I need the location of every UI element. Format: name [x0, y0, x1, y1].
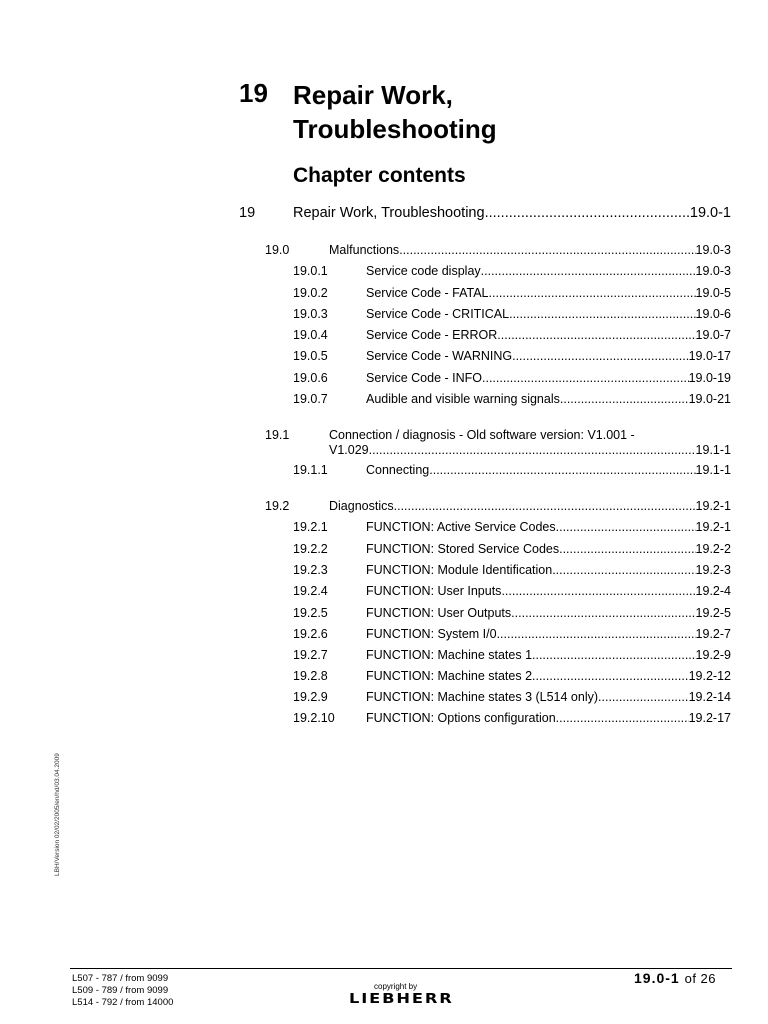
toc-title: Service Code - ERROR — [366, 328, 498, 342]
toc-leader — [560, 392, 689, 406]
toc-title: FUNCTION: Machine states 1 — [366, 648, 533, 662]
toc-page: 19.0-3 — [695, 264, 731, 278]
toc-title: Audible and visible warning signals — [366, 392, 560, 406]
toc-entry[interactable] — [293, 711, 731, 725]
toc-number: 19.2.5 — [293, 606, 328, 620]
toc-leader — [482, 371, 689, 385]
toc-number: 19.0.3 — [293, 307, 328, 321]
toc-title: FUNCTION: User Inputs — [366, 584, 502, 598]
toc-number: 19.0.2 — [293, 286, 328, 300]
toc-leader — [481, 264, 696, 278]
toc-page: 19.2-2 — [695, 542, 731, 556]
chapter-title-line2: Troubleshooting — [293, 114, 497, 144]
toc-leader — [489, 286, 696, 300]
toc-title: Service Code - CRITICAL — [366, 307, 510, 321]
toc-page: 19.0-7 — [695, 328, 731, 342]
footer-model-line: L509 - 789 / from 9099 — [72, 985, 169, 996]
toc-number: 19.2.7 — [293, 648, 328, 662]
toc-page: 19.2-14 — [688, 690, 731, 704]
toc-page: 19.0-6 — [695, 307, 731, 321]
toc-page: 19.2-7 — [695, 627, 731, 641]
toc-leader — [532, 648, 696, 662]
toc-page: 19.0-19 — [688, 371, 731, 385]
toc-page: 19.2-9 — [695, 648, 731, 662]
toc-leader — [532, 669, 689, 683]
toc-title: FUNCTION: Active Service Codes — [366, 520, 556, 534]
toc-page: 19.2-17 — [688, 711, 731, 725]
toc-leader — [485, 205, 690, 221]
toc-title: Diagnostics — [329, 499, 394, 513]
toc-number: 19.2.10 — [293, 711, 335, 725]
toc-page: 19.0-5 — [695, 286, 731, 300]
toc-entry[interactable] — [293, 563, 731, 577]
toc-number: 19.2.6 — [293, 627, 328, 641]
toc-entry[interactable] — [293, 520, 731, 534]
toc-title: Service Code - FATAL — [366, 286, 489, 300]
toc-leader — [556, 711, 689, 725]
toc-page: 19.2-4 — [695, 584, 731, 598]
toc-entry[interactable] — [293, 606, 731, 620]
toc-title: Malfunctions — [329, 243, 400, 257]
toc-leader — [598, 690, 689, 704]
toc-entry-section[interactable] — [265, 243, 731, 257]
toc-entry[interactable] — [293, 584, 731, 598]
toc-entry[interactable] — [293, 349, 731, 363]
footer-model-list — [72, 973, 173, 1009]
toc-title: FUNCTION: User Outputs — [366, 606, 512, 620]
toc-entry[interactable] — [293, 371, 731, 385]
toc-leader — [429, 463, 695, 477]
toc-entry[interactable] — [293, 690, 731, 704]
toc-leader — [512, 349, 689, 363]
toc-entry[interactable] — [293, 542, 731, 556]
toc-page: 19.1-1 — [695, 463, 731, 477]
toc-leader — [399, 243, 695, 257]
toc-number: 19.2.4 — [293, 584, 328, 598]
toc-title: FUNCTION: System I/0 — [366, 627, 497, 641]
toc-leader — [559, 542, 695, 556]
page-number-value: 19.0-1 — [634, 970, 680, 986]
toc-number: 19.0.7 — [293, 392, 328, 406]
toc-number: 19.2 — [265, 499, 290, 513]
toc-leader — [501, 584, 695, 598]
toc-page: 19.2-1 — [695, 520, 731, 534]
toc-number: 19 — [239, 205, 256, 221]
liebherr-logo: LIEBHERR — [349, 992, 454, 1007]
toc-number: 19.0 — [265, 243, 290, 257]
toc-entry[interactable] — [293, 264, 731, 278]
toc-title: FUNCTION: Options configuration — [366, 711, 556, 725]
toc-entry[interactable] — [293, 669, 731, 683]
toc-number: 19.1.1 — [293, 463, 328, 477]
toc-entry-chapter[interactable] — [239, 205, 731, 221]
toc-title-line2: V1.029 — [329, 443, 369, 457]
footer-divider — [70, 968, 732, 969]
chapter-title — [293, 78, 497, 146]
toc-leader — [509, 307, 695, 321]
toc-leader — [497, 328, 695, 342]
toc-leader — [497, 627, 696, 641]
toc-number: 19.2.9 — [293, 690, 328, 704]
toc-number: 19.1 — [265, 428, 290, 442]
toc-entry[interactable] — [293, 328, 731, 342]
toc-leader — [556, 520, 696, 534]
toc-page: 19.0-21 — [688, 392, 731, 406]
toc-number: 19.2.2 — [293, 542, 328, 556]
copyright-text: copyright by — [374, 982, 418, 991]
page-number — [634, 970, 716, 986]
toc-entry[interactable] — [293, 307, 731, 321]
page-total: of 26 — [684, 971, 717, 986]
toc-title: Connection / diagnosis - Old software version: V1.001 - — [329, 428, 635, 442]
toc-number: 19.0.6 — [293, 371, 328, 385]
toc-page: 19.1-1 — [695, 443, 731, 457]
toc-title: Service Code - WARNING — [366, 349, 513, 363]
toc-entry[interactable] — [293, 392, 731, 406]
toc-page: 19.0-1 — [689, 205, 731, 221]
toc-number: 19.0.4 — [293, 328, 328, 342]
toc-entry-section[interactable] — [265, 499, 731, 513]
toc-title: FUNCTION: Module Identification — [366, 563, 553, 577]
contents-heading: Chapter contents — [293, 164, 466, 187]
toc-leader — [369, 443, 696, 457]
toc-entry[interactable] — [293, 648, 731, 662]
toc-title-continuation — [329, 443, 731, 457]
toc-number: 19.2.1 — [293, 520, 328, 534]
toc-entry[interactable] — [293, 286, 731, 300]
toc-page: 19.2-12 — [688, 669, 731, 683]
toc-number: 19.0.5 — [293, 349, 328, 363]
toc-page: 19.2-5 — [695, 606, 731, 620]
toc-entry-section[interactable] — [265, 428, 731, 460]
toc-leader — [511, 606, 695, 620]
toc-page: 19.0-3 — [695, 243, 731, 257]
chapter-title-line1: Repair Work, — [293, 80, 453, 110]
toc-number: 19.2.8 — [293, 669, 328, 683]
toc-title: Service Code - INFO — [366, 371, 483, 385]
toc-page: 19.2-1 — [695, 499, 731, 513]
toc-entry[interactable] — [293, 627, 731, 641]
toc-page: 19.0-17 — [688, 349, 731, 363]
toc-title: FUNCTION: Machine states 3 (L514 only) — [366, 690, 599, 704]
toc-number: 19.0.1 — [293, 264, 328, 278]
toc-title: Connecting — [366, 463, 430, 477]
footer-model-line: L507 - 787 / from 9099 — [72, 973, 169, 984]
toc-title: FUNCTION: Machine states 2 — [366, 669, 533, 683]
toc-page: 19.2-3 — [695, 563, 731, 577]
toc-leader — [394, 499, 696, 513]
toc-title: Repair Work, Troubleshooting — [293, 205, 485, 221]
toc-title: FUNCTION: Stored Service Codes — [366, 542, 560, 556]
toc-number: 19.2.3 — [293, 563, 328, 577]
version-side-note: LBH/Version 02/02/2005/en/hd/03.04.2009 — [54, 753, 61, 876]
footer-model-line: L514 - 792 / from 14000 — [72, 997, 174, 1008]
chapter-number: 19 — [239, 78, 268, 108]
toc-title: Service code display — [366, 264, 481, 278]
toc-leader — [552, 563, 695, 577]
toc-entry[interactable] — [293, 463, 731, 477]
